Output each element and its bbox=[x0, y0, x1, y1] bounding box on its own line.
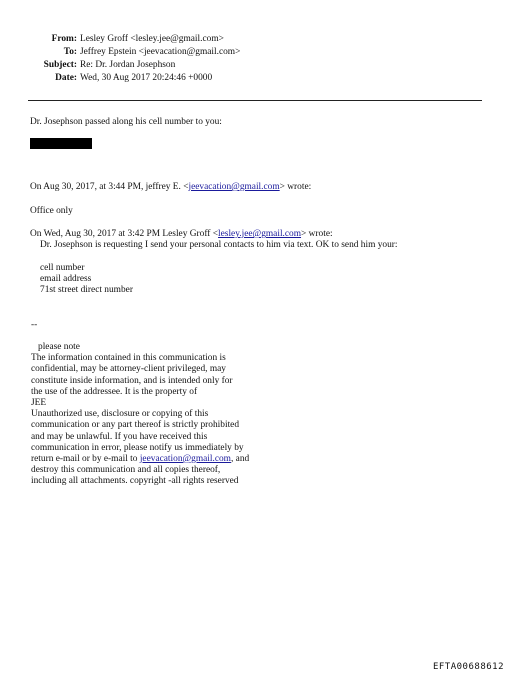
disclaimer-line: and may be unlawful. If you have received this bbox=[31, 431, 208, 442]
disclaimer-line: constitute inside information, and is intended only for bbox=[31, 375, 233, 386]
quote1-suffix: > wrote: bbox=[279, 182, 312, 192]
disclaimer-line: confidential, may be attorney-client privileged, may bbox=[31, 364, 226, 375]
from-value: Lesley Groff <lesley.jee@gmail.com> bbox=[80, 34, 224, 44]
to-label: To: bbox=[63, 47, 77, 57]
from-label: From: bbox=[51, 34, 77, 44]
disclaimer-line: destroy this communication and all copies thereof, bbox=[31, 465, 221, 476]
disclaimer-line: Unauthorized use, disclosure or copying of this bbox=[31, 409, 209, 420]
intro-text: Dr. Josephson passed along his cell number to you: bbox=[30, 117, 222, 127]
to-row bbox=[0, 47, 300, 60]
date-label: Date: bbox=[55, 73, 77, 83]
quote2-suffix: > wrote: bbox=[301, 229, 333, 239]
subject-label: Subject: bbox=[43, 60, 77, 70]
disclaimer-line11-prefix: return e-mail or by e-mail to bbox=[31, 453, 140, 464]
email-header bbox=[0, 34, 300, 86]
disclaimer-line: including all attachments. copyright -all rights reserved bbox=[31, 476, 239, 487]
disclaimer-line: JEE bbox=[31, 397, 47, 408]
disclaimer-line11-suffix: , and bbox=[230, 453, 250, 464]
subject-row bbox=[0, 60, 300, 73]
quote1-email-link[interactable]: jeevacation@gmail.com bbox=[188, 182, 280, 192]
request-text: Dr. Josephson is requesting I send your personal contacts to him via text. OK to send him your: bbox=[40, 240, 398, 250]
signature-separator: -- bbox=[31, 320, 38, 330]
disclaimer-line: please note bbox=[38, 342, 80, 352]
disclaimer-line bbox=[31, 454, 291, 465]
quote1-line bbox=[30, 182, 311, 193]
list-item-direct-number: 71st street direct number bbox=[40, 285, 133, 295]
to-value: Jeffrey Epstein <jeevacation@gmail.com> bbox=[80, 47, 241, 57]
confidentiality-disclaimer bbox=[31, 342, 291, 487]
reply-text: Office only bbox=[30, 206, 73, 216]
document-id: EFTA00688612 bbox=[432, 662, 504, 672]
header-divider bbox=[28, 100, 482, 101]
date-value: Wed, 30 Aug 2017 20:24:46 +0000 bbox=[80, 73, 213, 83]
list-item-cell: cell number bbox=[40, 263, 85, 273]
quote1-prefix: On Aug 30, 2017, at 3:44 PM, jeffrey E. < bbox=[30, 182, 189, 192]
disclaimer-line: communication or any part thereof is strictly prohibited bbox=[31, 420, 240, 431]
disclaimer-line: The information contained in this communication is bbox=[31, 353, 226, 364]
quote2-prefix: On Wed, Aug 30, 2017 at 3:42 PM Lesley Groff < bbox=[30, 229, 219, 239]
date-row bbox=[0, 73, 300, 86]
redaction-block bbox=[30, 138, 92, 149]
from-row bbox=[0, 34, 300, 47]
list-item-email: email address bbox=[40, 274, 92, 284]
quote2-email-link[interactable]: lesley.jee@gmail.com bbox=[218, 229, 302, 239]
disclaimer-line: communication in error, please notify us immediately by bbox=[31, 442, 244, 453]
subject-value: Re: Dr. Jordan Josephson bbox=[80, 60, 176, 70]
quote2-line bbox=[30, 229, 333, 240]
disclaimer-email-link[interactable]: jeevacation@gmail.com bbox=[139, 453, 231, 464]
disclaimer-line: the use of the addressee. It is the property of bbox=[31, 386, 198, 397]
